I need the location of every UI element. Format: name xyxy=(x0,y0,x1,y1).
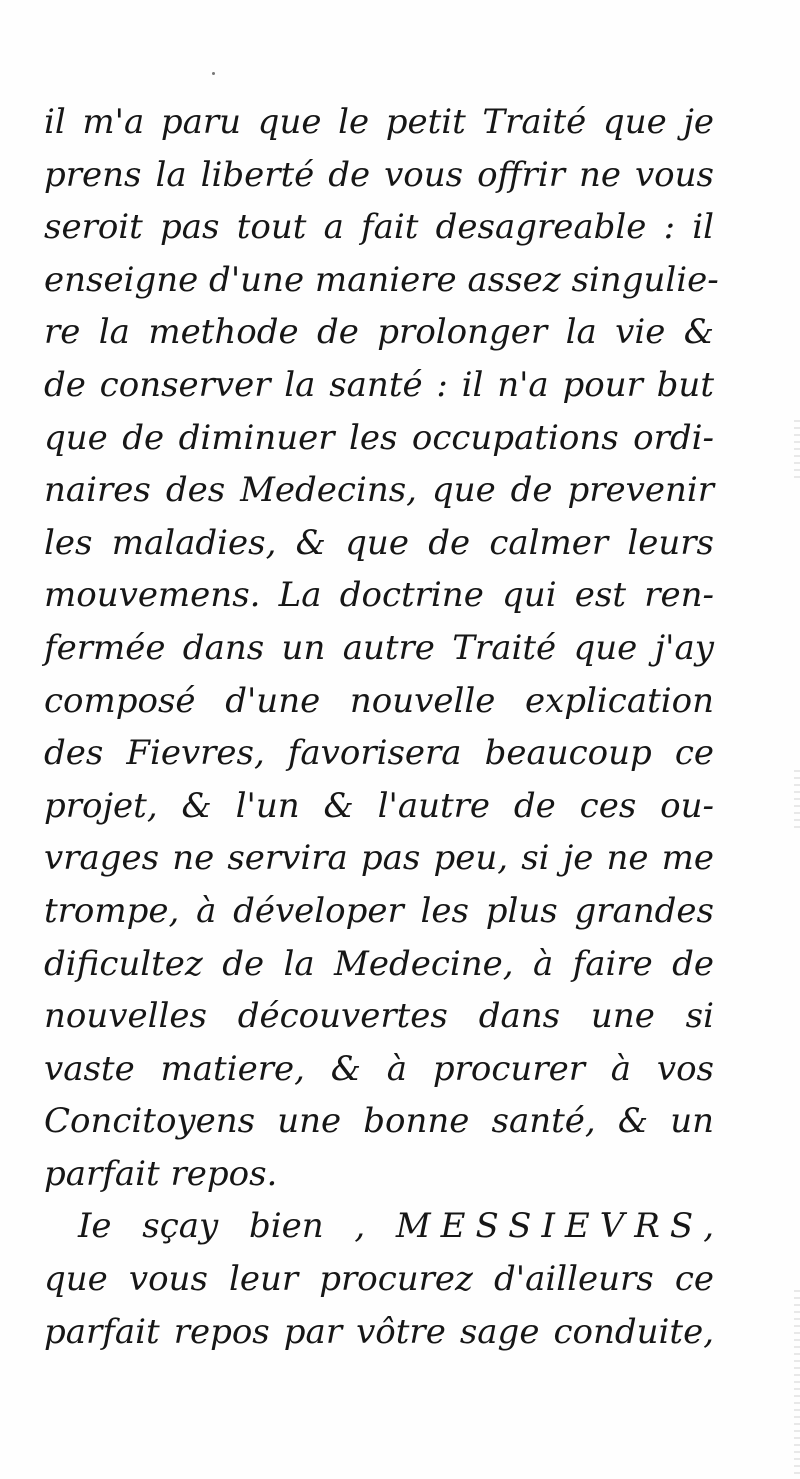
salutation-caps: MESSIEVRS xyxy=(395,1206,704,1247)
text-line: dificultez de la Medecine, à faire de xyxy=(44,943,714,984)
page-edge-speckle xyxy=(794,770,800,830)
text-line: fermée dans un autre Traité que j'ay xyxy=(44,627,714,668)
text-line: naires des Medecins, que de prevenir xyxy=(44,470,714,511)
text-line: les maladies, & que de calmer leurs xyxy=(44,522,714,563)
page-edge-speckle xyxy=(794,420,800,480)
text-line-start: Ie sçay bien , xyxy=(78,1206,366,1247)
page-text xyxy=(44,96,719,1358)
text-line: que de diminuer les occupations ordi- xyxy=(44,417,714,458)
text-line: mouvemens. La doctrine qui est ren- xyxy=(44,575,714,616)
text-line: nouvelles découvertes dans une si xyxy=(44,996,714,1037)
page-edge-speckle xyxy=(794,1290,800,1479)
text-line: enseigne d'une maniere assez singulie- xyxy=(44,259,719,300)
text-line: Concitoyens une bonne santé, & un xyxy=(44,1101,714,1142)
text-line: vaste matiere, & à procurer à vos xyxy=(44,1048,714,1089)
text-line-end: , xyxy=(703,1206,714,1247)
text-line: parfait repos par vôtre sage conduite, xyxy=(44,1311,714,1352)
text-line: trompe, à déveloper les plus grandes xyxy=(44,890,714,931)
text-line: projet, & l'un & l'autre de ces ou- xyxy=(44,785,714,826)
ink-speck xyxy=(212,72,215,75)
text-line: de conserver la santé : il n'a pour but xyxy=(44,364,714,405)
text-line: prens la liberté de vous offrir ne vous xyxy=(44,154,714,195)
text-line: composé d'une nouvelle explication xyxy=(44,680,714,721)
text-line: il m'a paru que le petit Traité que je xyxy=(44,102,714,142)
text-line: des Fievres, favorisera beaucoup ce xyxy=(44,733,714,774)
text-line: parfait repos. xyxy=(44,1153,278,1194)
text-line: seroit pas tout a fait desagreable : il xyxy=(44,207,714,248)
text-line: vrages ne servira pas peu, si je ne me xyxy=(44,838,714,879)
text-line: re la methode de prolonger la vie & xyxy=(44,312,714,353)
paragraph-opening-line xyxy=(44,1200,714,1253)
text-line: que vous leur procurez d'ailleurs ce xyxy=(44,1259,714,1300)
